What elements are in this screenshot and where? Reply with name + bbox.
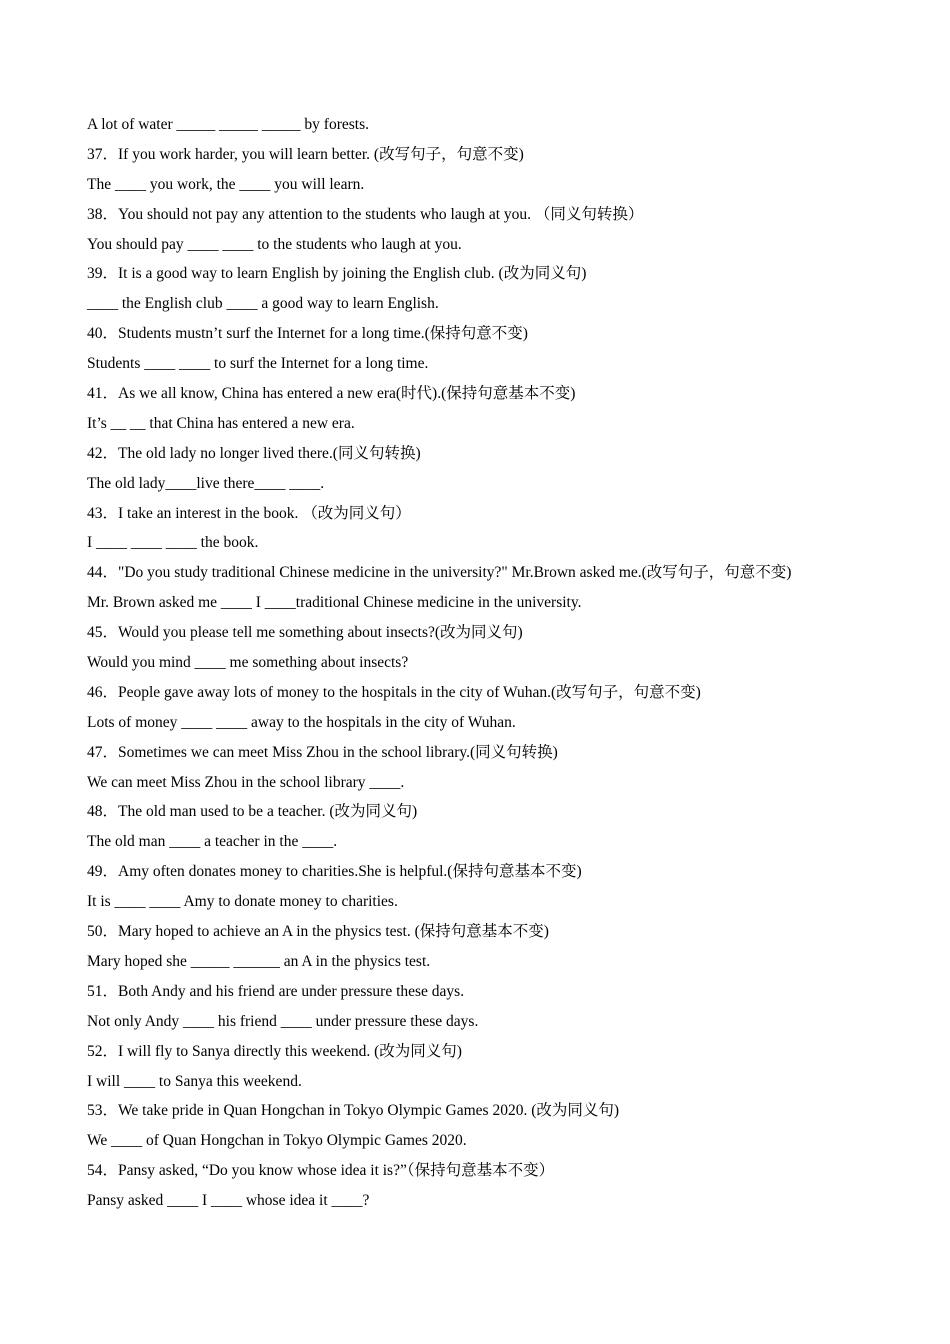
- answer-line-53: We ____ of Quan Hongchan in Tokyo Olympic Games 2020.: [87, 1132, 467, 1150]
- question-49: 49．Amy often donates money to charities.She is helpful.(保持句意基本不变): [87, 863, 582, 881]
- question-43: 43．I take an interest in the book. （改为同义句）: [87, 504, 411, 522]
- answer-line-50: Mary hoped she _____ ______ an A in the physics test.: [87, 952, 431, 970]
- answer-line-47: We can meet Miss Zhou in the school library ____.: [87, 773, 405, 791]
- answer-line-48: The old man ____ a teacher in the ____.: [87, 833, 338, 851]
- question-51: 51．Both Andy and his friend are under pressure these days.: [87, 982, 465, 1000]
- exercise-list: [87, 114, 887, 1220]
- answer-line-52: I will ____ to Sanya this weekend.: [87, 1072, 302, 1090]
- question-46: 46．People gave away lots of money to the hospitals in the city of Wuhan.(改写句子，句意不变): [87, 683, 701, 701]
- answer-line-45: Would you mind ____ me something about insects?: [87, 654, 409, 672]
- question-52: 52．I will fly to Sanya directly this weekend. (改为同义句): [87, 1042, 462, 1060]
- question-54: 54．Pansy asked, “Do you know whose idea it is?”（保持句意基本不变）: [87, 1162, 555, 1180]
- answer-line-36: A lot of water _____ _____ _____ by forests.: [87, 116, 369, 133]
- question-39: 39．It is a good way to learn English by joining the English club. (改为同义句): [87, 265, 587, 283]
- answer-line-37: The ____ you work, the ____ you will learn.: [87, 175, 365, 193]
- answer-line-44: Mr. Brown asked me ____ I ____traditional Chinese medicine in the university.: [87, 594, 582, 612]
- question-41: 41．As we all know, China has entered a new era(时代).(保持句意基本不变): [87, 385, 576, 403]
- question-37: 37．If you work harder, you will learn better. (改写句子，句意不变): [87, 145, 524, 163]
- question-38: 38．You should not pay any attention to the students who laugh at you. （同义句转换）: [87, 205, 644, 223]
- answer-line-54: Pansy asked ____ I ____ whose idea it ____?: [87, 1192, 370, 1210]
- answer-line-43: I ____ ____ ____ the book.: [87, 534, 259, 552]
- question-53: 53．We take pride in Quan Hongchan in Tokyo Olympic Games 2020. (改为同义句): [87, 1102, 620, 1120]
- answer-line-42: The old lady____live there____ ____.: [87, 474, 325, 492]
- question-48: 48．The old man used to be a teacher. (改为同义句): [87, 803, 418, 821]
- answer-line-46: Lots of money ____ ____ away to the hospitals in the city of Wuhan.: [87, 713, 516, 731]
- question-45: 45．Would you please tell me something about insects?(改为同义句): [87, 624, 523, 642]
- question-50: 50．Mary hoped to achieve an A in the physics test. (保持句意基本不变): [87, 923, 549, 941]
- answer-line-41: It’s __ __ that China has entered a new era.: [87, 414, 355, 432]
- answer-line-38: You should pay ____ ____ to the students who laugh at you.: [87, 235, 462, 253]
- answer-line-49: It is ____ ____ Amy to donate money to charities.: [87, 893, 398, 911]
- question-44: 44．"Do you study traditional Chinese medicine in the university?" Mr.Brown asked me.(改写句子，句意不变): [87, 564, 792, 582]
- question-42: 42．The old lady no longer lived there.(同义句转换): [87, 444, 421, 462]
- question-47: 47．Sometimes we can meet Miss Zhou in the school library.(同义句转换): [87, 743, 558, 761]
- question-40: 40．Students mustn’t surf the Internet for a long time.(保持句意不变): [87, 325, 528, 343]
- answer-line-39: ____ the English club ____ a good way to learn English.: [87, 295, 439, 313]
- answer-line-51: Not only Andy ____ his friend ____ under pressure these days.: [87, 1012, 479, 1030]
- answer-line-40: Students ____ ____ to surf the Internet for a long time.: [87, 355, 429, 373]
